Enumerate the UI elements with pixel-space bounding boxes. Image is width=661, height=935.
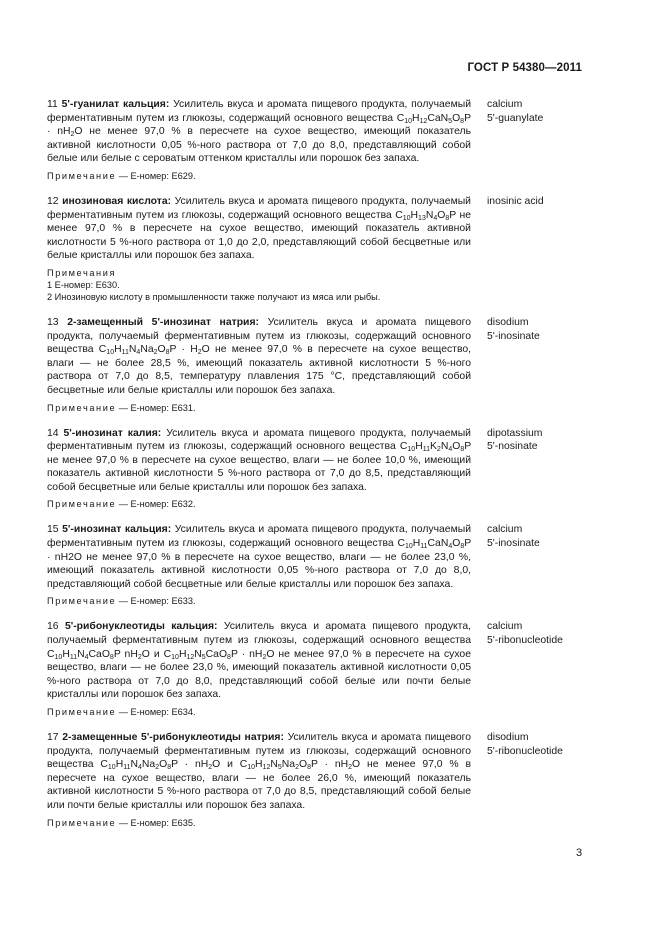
note-text: 1 Е-номер: Е630. — [47, 279, 120, 290]
term-definition — [47, 316, 471, 398]
note-label: Примечание — [47, 499, 117, 510]
term-definition — [47, 98, 471, 166]
page-number: 3 — [576, 847, 583, 859]
note-text: 2 Инозиновую кислоту в промышленности также получают из мяса или рыбы. — [47, 291, 381, 302]
term-name: 2-замещенный 5'-инозинат натрия: — [67, 316, 259, 328]
english-term — [487, 316, 587, 398]
definition-text-cont: не менее 97,0 % в пересчете на сухое вещество, имеющий показатель активной кислотности 0,05 %-ного раствора от 7,0 до 8,0, представляющий собой белые или белые с сероватым оттенком кристаллы или порошок без запаха. — [47, 126, 471, 165]
term-definition — [47, 731, 471, 813]
definition-text-cont: не менее 97,0 % в пересчете на сухое вещество, имеющий показатель активной кислотности 5 %-ного раствора от 1,0 до 2,0, представляющий собой бесцветные или белые кристаллы или порошок без запаха. — [47, 209, 471, 262]
term-number: 12 — [47, 195, 59, 207]
term-entry — [47, 620, 587, 718]
english-term — [487, 427, 587, 495]
term-entry — [47, 427, 587, 511]
definition-text-cont: не менее 97,0 % в пересчете на сухое вещество, влаги — не более 26,0 %, имеющий показатель активной кислотности 5 %-ного раствора от 7,0 до 8,5, представляющий собой белые или почти белые кристаллы или порошок без запаха. — [47, 759, 472, 811]
note-label: Примечание — [47, 596, 117, 607]
terms-list — [47, 98, 587, 842]
term-row — [47, 195, 587, 263]
note — [47, 267, 587, 303]
note-heading — [47, 267, 587, 279]
note — [47, 402, 587, 414]
term-entry — [47, 731, 587, 829]
chemical-formula: $C_{10}H_{11}CaN_4O_8P$ — [397, 538, 471, 551]
term-number: 14 — [47, 427, 59, 439]
note-label: Примечания — [47, 267, 117, 278]
term-entry — [47, 98, 587, 182]
english-term-line: 5'-ribonucleotide — [487, 635, 563, 647]
term-name: 5'-инозинат калия: — [63, 427, 162, 439]
term-row — [47, 316, 587, 398]
term-row — [47, 731, 587, 813]
english-term-line: calcium — [487, 99, 523, 110]
term-number: 11 — [47, 99, 58, 110]
english-term-line: 5'-guanylate — [487, 112, 544, 124]
term-row — [47, 620, 587, 702]
note-label: Примечание — [47, 817, 117, 828]
term-definition — [47, 427, 471, 495]
english-term-line: 5'-ribonucleotide — [487, 745, 563, 757]
note-text: — Е-номер: Е635. — [118, 817, 196, 828]
note-text: — Е-номер: Е632. — [118, 499, 196, 510]
term-entry — [47, 195, 587, 303]
term-name: 5'-инозинат кальция: — [62, 524, 172, 536]
term-name: инозиновая кислота: — [62, 195, 172, 207]
english-term-line: calcium — [487, 524, 523, 536]
term-definition — [47, 620, 471, 702]
chemical-formula: $C_{10}H_{11}K_2N_4O_8P$ — [399, 441, 471, 454]
definition-text: Усилитель вкуса и аромата пищевого продукта, получаемый ферментативным путем из глюкозы, содержащий основного вещества — [47, 621, 471, 647]
note-label: Примечание — [47, 707, 117, 717]
term-number: 15 — [47, 524, 59, 536]
note-label: Примечание — [47, 402, 117, 413]
term-number: 16 — [47, 621, 59, 633]
definition-text-cont: · nH2O не менее 97,0 % в пересчете на сухое вещество, влаги — не более 23,0 %, имеющий показатель активной кислотности 0,05 %-ного раствора от 7,0 до 8,0, представляющий собой бесцветные или белые кристаллы или порошок без запаха. — [47, 551, 471, 590]
term-definition — [47, 195, 471, 263]
english-term — [487, 195, 587, 263]
english-term — [487, 620, 587, 702]
term-name: 5'-гуанилат кальция: — [61, 99, 170, 110]
definition-text-cont: не менее 97,0 % в пересчете на сухое вещество, влаги — не более 28,5 %, имеющий показатель активной кислотности 5 %-ного раствора от 7,0 до 8,5, температуру плавления 175 °С, представляющий собой бесцветные или белые кристаллы или порошок без запаха. — [47, 344, 472, 396]
definition-text-cont: не менее 97,0 % в пересчете на сухое вещество, влаги — не более 23,0 %, имеющий показатель активной кислотности 0,05 %-ного раствора от 7,0 до 8,0, представляющий собой белые или почти белые кристаллы или порошок без запаха. — [47, 648, 471, 701]
english-term-line: calcium — [487, 621, 523, 633]
note-text: — Е-номер: Е629. — [118, 170, 196, 181]
english-term — [487, 731, 587, 813]
english-term-line: dipotassium — [487, 427, 543, 439]
definition-text: Усилитель вкуса и аромата пищевого продукта, получаемый ферментативным путем из глюкозы, содержащий основного вещества — [47, 732, 472, 771]
english-term-line: inosinic acid — [487, 195, 544, 207]
note — [47, 170, 587, 182]
note-label: Примечание — [47, 170, 117, 181]
chemical-formula: $C_{10}H_{11}N_4Na_2O_8P \cdot nH_2O$ и $C_{10}H_{12}N_5Na_2O_8P \cdot nH_2O$ — [100, 759, 361, 772]
note — [47, 595, 587, 607]
english-term-line: 5'-nosinate — [487, 441, 538, 453]
english-term-line: disodium — [487, 316, 529, 328]
definition-text: Усилитель вкуса и аромата пищевого продукта, получаемый ферментативным путем из глюкозы, содержащий основного вещества — [47, 195, 471, 221]
term-row — [47, 523, 587, 591]
chemical-formula: $C_{10}H_{12}CaN_5O_8P \cdot nH_2O$ — [47, 112, 471, 139]
definition-text: Усилитель вкуса и аромата пищевого продукта, получаемый ферментативным путем из глюкозы, содержащий основного вещества — [47, 427, 471, 453]
term-number: 17 — [47, 732, 59, 743]
english-term-line: 5'-inosinate — [487, 330, 540, 342]
english-term-line: 5'-inosinate — [487, 538, 540, 550]
definition-text: Усилитель вкуса и аромата пищевого продукта, получаемый ферментативным путем из глюкозы, содержащий основного вещества — [47, 99, 472, 124]
standard-header: ГОСТ Р 54380—2011 — [467, 62, 582, 74]
definition-text-cont: не менее 97,0 % в пересчете на сухое вещество, влаги — не более 10,0 %, имеющий показатель активной кислотности 5 %-ного раствора от 7,0 до 8,5, представляющий собой бесцветные или белые кристаллы или порошок без запаха. — [47, 454, 471, 493]
english-term — [487, 98, 587, 166]
term-number: 13 — [47, 316, 59, 328]
chemical-formula: $C_{10}H_{13}N_4O_8P$ — [395, 209, 457, 222]
note-text: — Е-номер: Е633. — [118, 596, 196, 607]
term-definition — [47, 523, 471, 591]
term-name: 2-замещенные 5'-рибонуклеотиды натрия: — [62, 732, 284, 743]
chemical-formula: $C_{10}H_{11}N_4Na_2O_8P \cdot H_2O$ — [98, 344, 210, 357]
note — [47, 706, 587, 718]
note-text: — Е-номер: Е631. — [118, 402, 196, 413]
term-name: 5'-рибонуклеотиды кальция: — [64, 621, 218, 633]
english-term — [487, 523, 587, 591]
note — [47, 498, 587, 510]
term-entry — [47, 523, 587, 607]
definition-text: Усилитель вкуса и аромата пищевого продукта, получаемый ферментативным путем из глюкозы, содержащий основного вещества — [47, 524, 471, 550]
definition-text: Усилитель вкуса и аромата пищевого продукта, получаемый ферментативным путем из глюкозы, содержащий основного вещества — [47, 316, 472, 356]
chemical-formula: $C_{10}H_{11}N_4CaO_8P$ $nH_2O$ и $C_{10}H_{12}N_5CaO_8P \cdot nH_2O$ — [47, 648, 275, 661]
term-row — [47, 98, 587, 166]
note — [47, 817, 587, 829]
term-row — [47, 427, 587, 495]
term-entry — [47, 316, 587, 414]
note-text: — Е-номер: Е634. — [118, 707, 196, 717]
english-term-line: disodium — [487, 732, 529, 743]
